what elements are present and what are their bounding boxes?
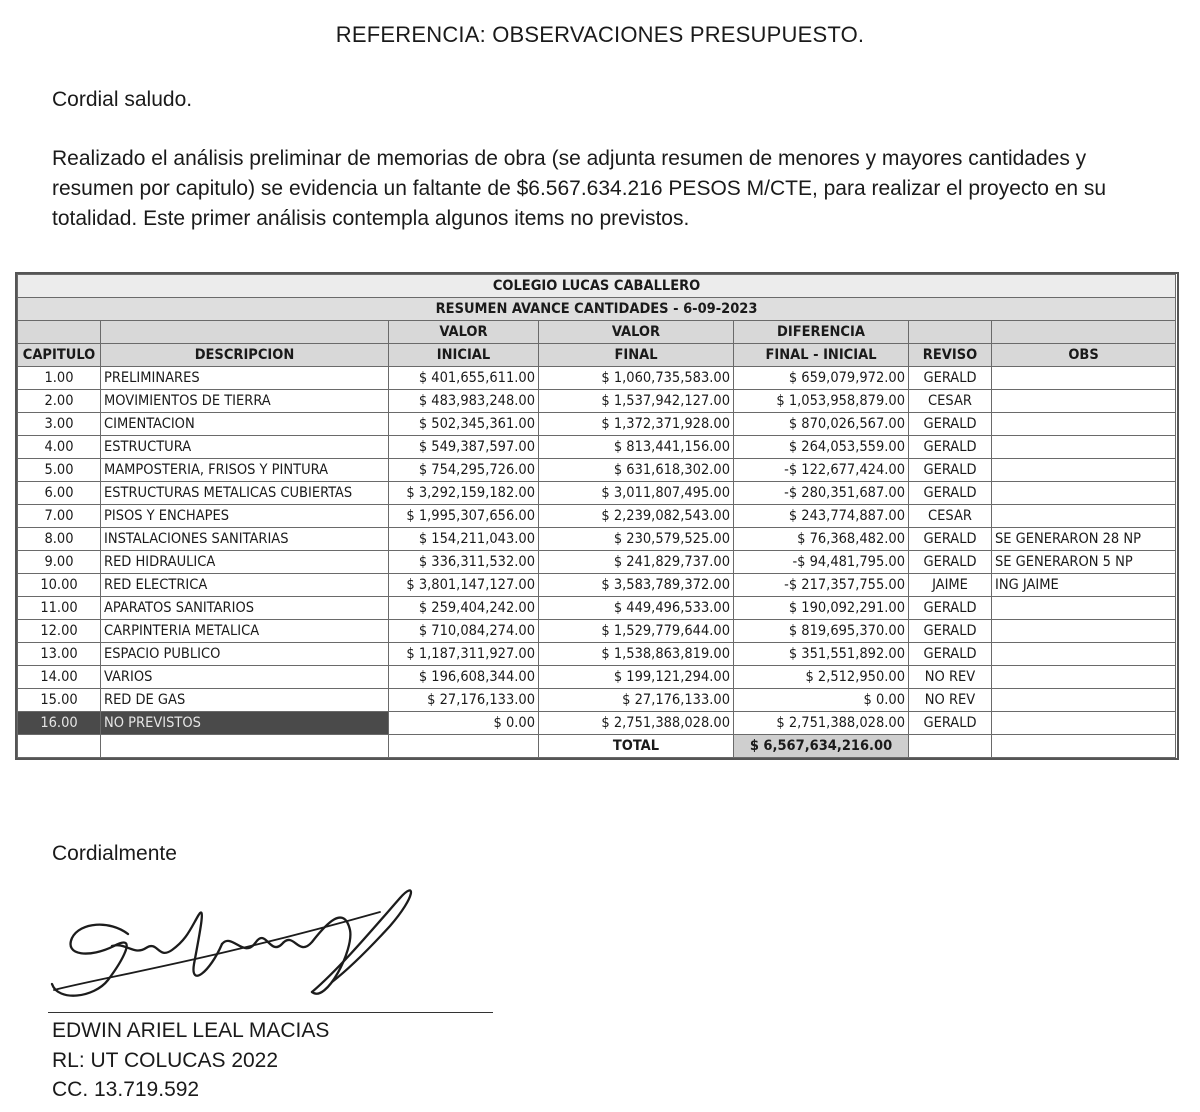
row-reviso: GERALD [909, 367, 992, 390]
row-capitulo: 1.00 [18, 367, 101, 390]
row-valor-final: $ 449,496,533.00 [539, 597, 734, 620]
row-reviso: NO REV [909, 689, 992, 712]
row-capitulo: 4.00 [18, 436, 101, 459]
table-row [18, 413, 1176, 436]
row-diferencia: $ 76,368,482.00 [734, 528, 909, 551]
table-row [18, 390, 1176, 413]
row-obs [992, 482, 1176, 505]
row-obs: SE GENERARON 5 NP [992, 551, 1176, 574]
row-reviso: GERALD [909, 643, 992, 666]
row-reviso: GERALD [909, 551, 992, 574]
row-capitulo: 16.00 [18, 712, 101, 735]
row-valor-inicial: $ 3,292,159,182.00 [389, 482, 539, 505]
row-reviso: CESAR [909, 505, 992, 528]
row-obs [992, 643, 1176, 666]
row-capitulo: 9.00 [18, 551, 101, 574]
header-obs-top [992, 321, 1176, 344]
total-empty-cell [992, 735, 1176, 758]
row-diferencia: -$ 94,481,795.00 [734, 551, 909, 574]
table-title: COLEGIO LUCAS CABALLERO [18, 275, 1176, 298]
row-diferencia: $ 243,774,887.00 [734, 505, 909, 528]
row-valor-inicial: $ 27,176,133.00 [389, 689, 539, 712]
row-valor-inicial: $ 1,187,311,927.00 [389, 643, 539, 666]
signer-name: EDWIN ARIEL LEAL MACIAS [52, 1019, 330, 1042]
row-descripcion: INSTALACIONES SANITARIAS [101, 528, 389, 551]
row-valor-final: $ 3,583,789,372.00 [539, 574, 734, 597]
row-obs [992, 413, 1176, 436]
closing: Cordialmente [52, 842, 177, 865]
row-capitulo: 8.00 [18, 528, 101, 551]
row-descripcion: ESPACIO PUBLICO [101, 643, 389, 666]
body-paragraph: Realizado el análisis preliminar de memorias de obra (se adjunta resumen de menores y mayores cantidades y resumen por capitulo) se evidencia un faltante de $6.567.634.216 PESOS M/CTE, para realizar el proyecto en su totalidad. Este primer análisis contempla algunos items no previstos. [52, 147, 1107, 230]
row-descripcion: RED DE GAS [101, 689, 389, 712]
row-capitulo: 5.00 [18, 459, 101, 482]
row-obs: SE GENERARON 28 NP [992, 528, 1176, 551]
row-valor-final: $ 1,372,371,928.00 [539, 413, 734, 436]
row-diferencia: $ 819,695,370.00 [734, 620, 909, 643]
row-capitulo: 10.00 [18, 574, 101, 597]
row-diferencia: $ 2,512,950.00 [734, 666, 909, 689]
row-valor-final: $ 241,829,737.00 [539, 551, 734, 574]
signer-id: CC. 13.719.592 [52, 1078, 200, 1101]
row-obs [992, 712, 1176, 735]
table-row [18, 689, 1176, 712]
row-obs [992, 666, 1176, 689]
row-valor-inicial: $ 483,983,248.00 [389, 390, 539, 413]
row-valor-final: $ 1,529,779,644.00 [539, 620, 734, 643]
row-obs [992, 597, 1176, 620]
header-diferencia-top: DIFERENCIA [734, 321, 909, 344]
row-diferencia: $ 1,053,958,879.00 [734, 390, 909, 413]
row-diferencia: $ 870,026,567.00 [734, 413, 909, 436]
row-valor-inicial: $ 259,404,242.00 [389, 597, 539, 620]
row-diferencia: -$ 122,677,424.00 [734, 459, 909, 482]
total-empty-cell [909, 735, 992, 758]
row-valor-inicial: $ 549,387,597.00 [389, 436, 539, 459]
header-valor-final: FINAL [539, 344, 734, 367]
row-reviso: JAIME [909, 574, 992, 597]
table-row [18, 436, 1176, 459]
row-valor-inicial: $ 710,084,274.00 [389, 620, 539, 643]
total-empty-cell [18, 735, 101, 758]
row-descripcion: ESTRUCTURA [101, 436, 389, 459]
row-diferencia: $ 351,551,892.00 [734, 643, 909, 666]
row-valor-inicial: $ 154,211,043.00 [389, 528, 539, 551]
signature-line [48, 1012, 493, 1013]
greeting: Cordial saludo. [52, 88, 193, 111]
row-obs [992, 367, 1176, 390]
signer-role: RL: UT COLUCAS 2022 [52, 1049, 279, 1072]
table-row [18, 574, 1176, 597]
row-capitulo: 15.00 [18, 689, 101, 712]
row-obs: ING JAIME [992, 574, 1176, 597]
row-descripcion: CIMENTACION [101, 413, 389, 436]
row-descripcion: RED ELECTRICA [101, 574, 389, 597]
header-capitulo: CAPITULO [18, 344, 101, 367]
row-reviso: GERALD [909, 482, 992, 505]
row-valor-inicial: $ 0.00 [389, 712, 539, 735]
row-diferencia: $ 659,079,972.00 [734, 367, 909, 390]
table-row [18, 597, 1176, 620]
row-descripcion: MAMPOSTERIA, FRISOS Y PINTURA [101, 459, 389, 482]
row-valor-inicial: $ 3,801,147,127.00 [389, 574, 539, 597]
row-valor-inicial: $ 754,295,726.00 [389, 459, 539, 482]
row-valor-final: $ 230,579,525.00 [539, 528, 734, 551]
row-capitulo: 11.00 [18, 597, 101, 620]
row-descripcion: CARPINTERIA METALICA [101, 620, 389, 643]
row-valor-final: $ 813,441,156.00 [539, 436, 734, 459]
header-descripcion-top [101, 321, 389, 344]
total-empty-cell [389, 735, 539, 758]
table-row [18, 528, 1176, 551]
row-descripcion: PRELIMINARES [101, 367, 389, 390]
table-subtitle: RESUMEN AVANCE CANTIDADES - 6-09-2023 [18, 298, 1176, 321]
header-valor-final-top: VALOR [539, 321, 734, 344]
header-reviso-top [909, 321, 992, 344]
table-row [18, 505, 1176, 528]
header-reviso: REVISO [909, 344, 992, 367]
row-capitulo: 2.00 [18, 390, 101, 413]
row-reviso: GERALD [909, 413, 992, 436]
row-valor-final: $ 199,121,294.00 [539, 666, 734, 689]
row-capitulo: 13.00 [18, 643, 101, 666]
row-reviso: GERALD [909, 459, 992, 482]
row-valor-inicial: $ 401,655,611.00 [389, 367, 539, 390]
row-descripcion: ESTRUCTURAS METALICAS CUBIERTAS [101, 482, 389, 505]
row-descripcion: VARIOS [101, 666, 389, 689]
document-heading: REFERENCIA: OBSERVACIONES PRESUPUESTO. [335, 22, 865, 47]
table-row [18, 367, 1176, 390]
row-reviso: GERALD [909, 436, 992, 459]
row-reviso: GERALD [909, 597, 992, 620]
total-empty-cell [101, 735, 389, 758]
row-obs [992, 436, 1176, 459]
row-capitulo: 14.00 [18, 666, 101, 689]
row-valor-final: $ 631,618,302.00 [539, 459, 734, 482]
row-descripcion: MOVIMIENTOS DE TIERRA [101, 390, 389, 413]
row-diferencia: $ 0.00 [734, 689, 909, 712]
table-row [18, 643, 1176, 666]
handwritten-signature [50, 872, 430, 1012]
row-diferencia: $ 264,053,559.00 [734, 436, 909, 459]
table-row [18, 482, 1176, 505]
total-value: $ 6,567,634,216.00 [734, 735, 909, 758]
budget-summary-table [15, 272, 1179, 760]
row-reviso: CESAR [909, 390, 992, 413]
row-descripcion: NO PREVISTOS [101, 712, 389, 735]
header-valor-inicial-top: VALOR [389, 321, 539, 344]
row-valor-final: $ 1,538,863,819.00 [539, 643, 734, 666]
row-valor-final: $ 2,239,082,543.00 [539, 505, 734, 528]
row-diferencia: -$ 217,357,755.00 [734, 574, 909, 597]
row-reviso: GERALD [909, 528, 992, 551]
row-diferencia: -$ 280,351,687.00 [734, 482, 909, 505]
row-capitulo: 3.00 [18, 413, 101, 436]
header-descripcion: DESCRIPCION [101, 344, 389, 367]
row-valor-final: $ 27,176,133.00 [539, 689, 734, 712]
row-capitulo: 6.00 [18, 482, 101, 505]
row-descripcion: RED HIDRAULICA [101, 551, 389, 574]
row-capitulo: 7.00 [18, 505, 101, 528]
table-body [18, 367, 1176, 735]
row-valor-inicial: $ 336,311,532.00 [389, 551, 539, 574]
row-reviso: GERALD [909, 620, 992, 643]
row-diferencia: $ 2,751,388,028.00 [734, 712, 909, 735]
header-diferencia: FINAL - INICIAL [734, 344, 909, 367]
row-reviso: GERALD [909, 712, 992, 735]
row-valor-final: $ 2,751,388,028.00 [539, 712, 734, 735]
table-row [18, 551, 1176, 574]
row-capitulo: 12.00 [18, 620, 101, 643]
header-capitulo-top [18, 321, 101, 344]
table-row [18, 666, 1176, 689]
header-valor-inicial: INICIAL [389, 344, 539, 367]
header-obs: OBS [992, 344, 1176, 367]
total-label: TOTAL [539, 735, 734, 758]
row-valor-final: $ 1,537,942,127.00 [539, 390, 734, 413]
row-descripcion: APARATOS SANITARIOS [101, 597, 389, 620]
row-descripcion: PISOS Y ENCHAPES [101, 505, 389, 528]
row-obs [992, 620, 1176, 643]
table-row [18, 712, 1176, 735]
row-valor-inicial: $ 502,345,361.00 [389, 413, 539, 436]
row-obs [992, 689, 1176, 712]
row-valor-inicial: $ 196,608,344.00 [389, 666, 539, 689]
row-obs [992, 459, 1176, 482]
table-row [18, 620, 1176, 643]
row-reviso: NO REV [909, 666, 992, 689]
row-obs [992, 505, 1176, 528]
row-valor-final: $ 1,060,735,583.00 [539, 367, 734, 390]
row-obs [992, 390, 1176, 413]
row-valor-inicial: $ 1,995,307,656.00 [389, 505, 539, 528]
row-valor-final: $ 3,011,807,495.00 [539, 482, 734, 505]
table-row [18, 459, 1176, 482]
row-diferencia: $ 190,092,291.00 [734, 597, 909, 620]
